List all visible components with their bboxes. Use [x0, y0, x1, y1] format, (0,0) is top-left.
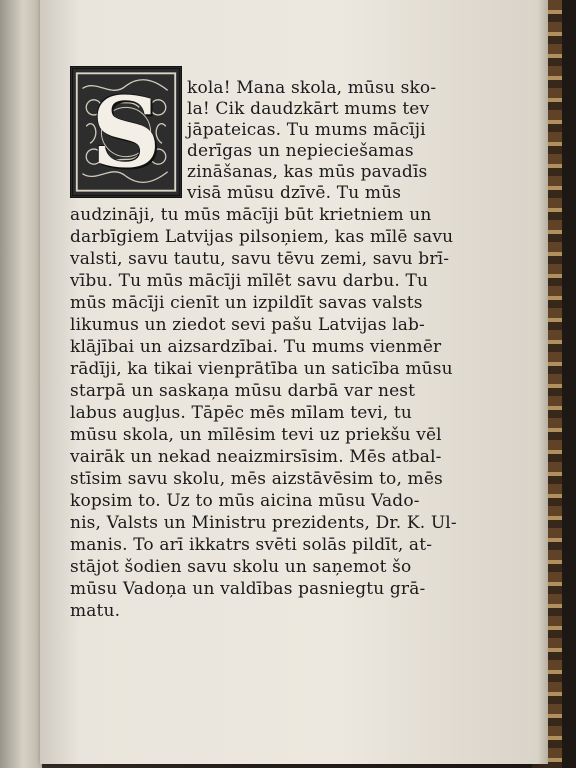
- text-line: derīgas un nepieciešamas: [187, 141, 414, 161]
- text-line: mūs mācīji cienīt un izpildīt savas valsts: [70, 293, 423, 313]
- dropcap-letter: S: [91, 75, 161, 189]
- ornamental-dropcap: [70, 66, 182, 198]
- text-line: vairāk un nekad neaizmirsīsim. Mēs atbal-: [70, 447, 442, 467]
- text-line: la! Cik daudzkārt mums tev: [187, 99, 430, 119]
- text-line: darbīgiem Latvijas pilsoņiem, kas mīlē savu: [70, 227, 454, 247]
- text-line: starpā un saskaņa mūsu darbā var nest: [70, 381, 416, 401]
- text-line: mūsu Vadoņa un valdības pasniegtu grā-: [70, 579, 426, 599]
- text-line: visā mūsu dzīvē. Tu mūs: [187, 183, 402, 203]
- text-line: kola! Mana skola, mūsu sko-: [187, 78, 437, 98]
- text-line: vību. Tu mūs mācīji mīlēt savu darbu. Tu: [70, 271, 429, 291]
- text-line: audzināji, tu mūs mācīji būt krietniem un: [70, 205, 432, 225]
- text-line: jāpateicas. Tu mums mācīji: [187, 120, 426, 140]
- text-line: likumus un ziedot sevi pašu Latvijas lab-: [70, 315, 425, 335]
- text-line: rādīji, ka tikai vienprātība un saticība mūsu: [70, 359, 453, 379]
- text-line: matu.: [70, 601, 121, 621]
- text-line: zināšanas, kas mūs pavadīs: [187, 162, 428, 182]
- text-line: kopsim to. Uz to mūs aicina mūsu Vado-: [70, 491, 420, 511]
- text-line: manis. To arī ikkatrs svēti solās pildīt, at-: [70, 535, 433, 555]
- left-page: [0, 0, 42, 768]
- text-line: stīsim savu skolu, mēs aizstāvēsim to, mēs: [70, 469, 443, 489]
- text-line: valsti, savu tautu, savu tēvu zemi, savu brī-: [70, 249, 450, 269]
- text-line: nis, Valsts un Ministru prezidents, Dr. K. Ul-: [70, 513, 457, 533]
- text-line: stājot šodien savu skolu un saņemot šo: [70, 557, 412, 577]
- text-line: klājībai un aizsardzībai. Tu mums vienmēr: [70, 337, 442, 357]
- text-line: mūsu skola, un mīlēsim tevi uz priekšu vēl: [70, 425, 442, 445]
- text-line: labus augļus. Tāpēc mēs mīlam tevi, tu: [70, 403, 412, 423]
